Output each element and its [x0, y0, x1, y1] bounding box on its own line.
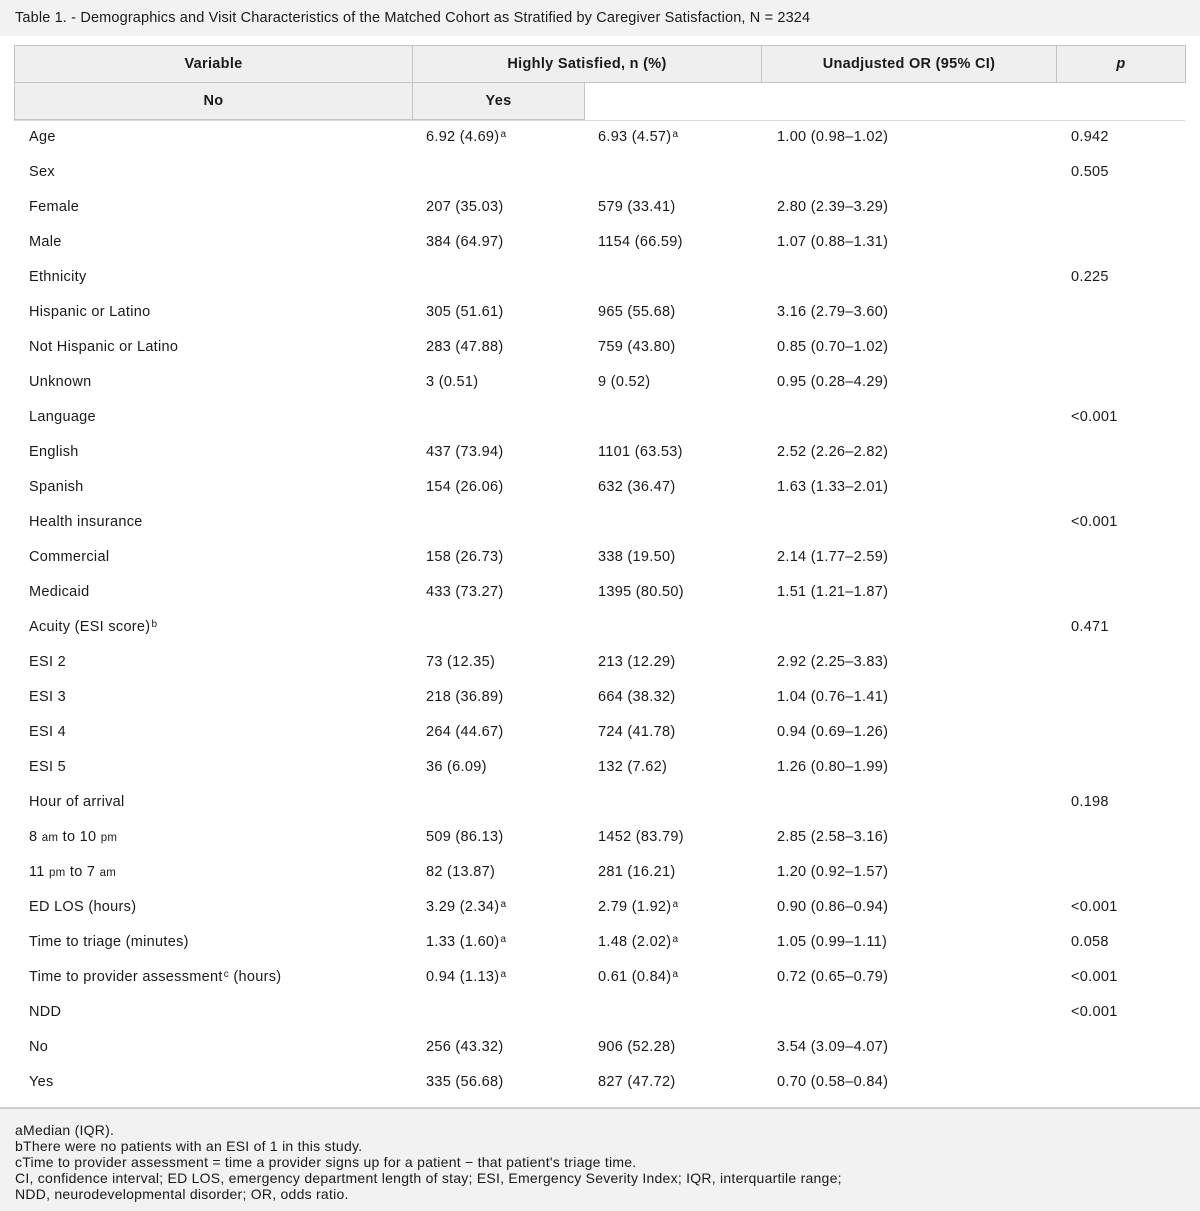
table-row — [0, 260, 1200, 295]
row-odds-ratio: 0.70 (0.58–0.84) — [777, 1074, 889, 1090]
table-body — [0, 120, 1200, 1100]
row-yes-value: 1395 (80.50) — [598, 584, 684, 600]
header-highly-satisfied: Highly Satisfied, n (%) — [412, 45, 762, 83]
row-variable: Male — [29, 234, 62, 250]
row-yes-value: 1452 (83.79) — [598, 829, 684, 845]
row-no-value: 384 (64.97) — [426, 234, 504, 250]
row-variable: Spanish — [29, 479, 84, 495]
table-row — [0, 225, 1200, 260]
row-no-value: 335 (56.68) — [426, 1074, 504, 1090]
row-yes-value: 1.48 $(2.02)^a$ — [598, 934, 679, 950]
row-variable: Female — [29, 199, 80, 215]
row-no-value: 82 (13.87) — [426, 864, 496, 880]
row-yes-value: 1101 (63.53) — [598, 444, 683, 460]
table-row — [0, 365, 1200, 400]
row-p-value: 0.198 — [1071, 794, 1109, 810]
row-variable: Time to triage (minutes) — [29, 934, 189, 950]
row-no-value: 3 (0.51) — [426, 374, 479, 390]
row-odds-ratio: 1.26 (0.80–1.99) — [777, 759, 889, 775]
row-odds-ratio: 0.85 (0.70–1.02) — [777, 339, 889, 355]
header-p-value — [1056, 45, 1186, 83]
row-no-value: 509 (86.13) — [426, 829, 504, 845]
row-p-value: 0.471 — [1071, 619, 1109, 635]
table-row — [0, 785, 1200, 820]
table-row — [0, 435, 1200, 470]
row-odds-ratio: 3.54 (3.09–4.07) — [777, 1039, 889, 1055]
row-odds-ratio: 1.07 (0.88–1.31) — [777, 234, 889, 250]
table-row — [0, 190, 1200, 225]
row-variable: Medicaid — [29, 584, 90, 600]
row-p-value: 0.225 — [1071, 269, 1109, 285]
row-variable: ESI 3 — [29, 689, 66, 705]
row-no-value: 1.33 $(1.60)^a$ — [426, 934, 507, 950]
row-variable: ED LOS (hours) — [29, 899, 137, 915]
row-odds-ratio: 0.94 (0.69–1.26) — [777, 724, 889, 740]
row-variable: Health insurance — [29, 514, 143, 530]
row-no-value: 437 (73.94) — [426, 444, 504, 460]
row-variable: Time to provider assessment$^c$ (hours) — [29, 969, 282, 985]
row-variable: ESI 2 — [29, 654, 66, 670]
row-yes-value: 1154 (66.59) — [598, 234, 683, 250]
table-row — [0, 680, 1200, 715]
row-no-value: 207 (35.03) — [426, 199, 504, 215]
header-variable: Variable — [14, 45, 413, 83]
row-variable: Commercial — [29, 549, 110, 565]
row-no-value: 256 (43.32) — [426, 1039, 504, 1055]
table-row — [0, 540, 1200, 575]
table-row — [0, 330, 1200, 365]
row-yes-value: 9 (0.52) — [598, 374, 651, 390]
row-odds-ratio: 0.90 (0.86–0.94) — [777, 899, 889, 915]
row-odds-ratio: 1.05 (0.99–1.11) — [777, 934, 888, 950]
table-row — [0, 120, 1200, 155]
row-yes-value: 965 (55.68) — [598, 304, 676, 320]
footnote-line: bThere were no patients with an ESI of 1 in this study. — [15, 1138, 363, 1154]
table-row — [0, 610, 1200, 645]
row-yes-value: 132 (7.62) — [598, 759, 668, 775]
row-yes-value: 579 (33.41) — [598, 199, 676, 215]
row-variable: Ethnicity — [29, 269, 87, 285]
row-variable: ESI 5 — [29, 759, 66, 775]
row-no-value: 283 (47.88) — [426, 339, 504, 355]
table-row — [0, 1065, 1200, 1100]
row-p-value: <0.001 — [1071, 1004, 1118, 1020]
table-row — [0, 750, 1200, 785]
row-odds-ratio: 1.00 (0.98–1.02) — [777, 129, 889, 145]
row-variable: Unknown — [29, 374, 92, 390]
row-odds-ratio: 2.52 (2.26–2.82) — [777, 444, 889, 460]
row-odds-ratio: 1.04 (0.76–1.41) — [777, 689, 889, 705]
row-variable: Hour of arrival — [29, 794, 125, 810]
row-no-value: 154 (26.06) — [426, 479, 504, 495]
row-p-value: <0.001 — [1071, 899, 1118, 915]
row-yes-value: 338 (19.50) — [598, 549, 676, 565]
row-yes-value: 827 (47.72) — [598, 1074, 676, 1090]
row-variable: Not Hispanic or Latino — [29, 339, 179, 355]
table-row — [0, 470, 1200, 505]
row-odds-ratio: 1.63 (1.33–2.01) — [777, 479, 889, 495]
row-odds-ratio: 1.20 (0.92–1.57) — [777, 864, 889, 880]
row-no-value: 264 (44.67) — [426, 724, 504, 740]
row-odds-ratio: 2.92 (2.25–3.83) — [777, 654, 889, 670]
row-variable: Sex — [29, 164, 55, 180]
table-row — [0, 715, 1200, 750]
row-odds-ratio: 3.16 (2.79–3.60) — [777, 304, 889, 320]
footnote-line: cTime to provider assessment = time a provider signs up for a patient − that patient's triage time. — [15, 1154, 637, 1170]
row-yes-value: 759 (43.80) — [598, 339, 676, 355]
row-variable: English — [29, 444, 79, 460]
row-odds-ratio: 2.85 (2.58–3.16) — [777, 829, 889, 845]
row-p-value: 0.505 — [1071, 164, 1109, 180]
row-variable: Acuity (ESI score)$^b$ — [29, 619, 158, 635]
table-row — [0, 155, 1200, 190]
table-row — [0, 295, 1200, 330]
row-no-value: 73 (12.35) — [426, 654, 496, 670]
row-variable: No — [29, 1039, 49, 1055]
row-no-value: 36 (6.09) — [426, 759, 487, 775]
row-odds-ratio: 2.14 (1.77–2.59) — [777, 549, 889, 565]
row-yes-value: 906 (52.28) — [598, 1039, 676, 1055]
footnote-line: NDD, neurodevelopmental disorder; OR, odds ratio. — [15, 1186, 349, 1202]
row-variable: Age — [29, 129, 56, 145]
table-caption: Table 1. - Demographics and Visit Characteristics of the Matched Cohort as Stratified by Caregiver Satisfaction, N = 2324 — [0, 0, 1200, 36]
footnote-line: aMedian (IQR). — [15, 1122, 115, 1138]
row-yes-value: 6.93 $(4.57)^a$ — [598, 129, 679, 145]
row-variable: Language — [29, 409, 96, 425]
row-p-value: 0.058 — [1071, 934, 1109, 950]
row-yes-value: 632 (36.47) — [598, 479, 676, 495]
row-yes-value: 281 (16.21) — [598, 864, 676, 880]
header-yes: Yes — [412, 82, 585, 120]
row-yes-value: 2.79 $(1.92)^a$ — [598, 899, 679, 915]
row-no-value: 6.92 $(4.69)^a$ — [426, 129, 507, 145]
header-no: No — [14, 82, 413, 120]
footnotes — [0, 1109, 1200, 1211]
row-variable: 8 am to 10 pm — [29, 829, 118, 845]
row-variable: Yes — [29, 1074, 54, 1090]
table-row — [0, 645, 1200, 680]
table-row — [0, 995, 1200, 1030]
table-row — [0, 1030, 1200, 1065]
table-row — [0, 960, 1200, 995]
row-odds-ratio: 1.51 (1.21–1.87) — [777, 584, 889, 600]
row-no-value: 218 (36.89) — [426, 689, 504, 705]
table-row — [0, 505, 1200, 540]
row-yes-value: 213 (12.29) — [598, 654, 676, 670]
footnote-line: CI, confidence interval; ED LOS, emergency department length of stay; ESI, Emergency Severity Index; IQR, interquartile range; — [15, 1170, 842, 1186]
table-row — [0, 820, 1200, 855]
row-no-value: 433 (73.27) — [426, 584, 504, 600]
row-odds-ratio: 0.95 (0.28–4.29) — [777, 374, 889, 390]
row-yes-value: 664 (38.32) — [598, 689, 676, 705]
row-p-value: <0.001 — [1071, 969, 1118, 985]
row-yes-value: 0.61 $(0.84)^a$ — [598, 969, 679, 985]
table-row — [0, 575, 1200, 610]
row-p-value: <0.001 — [1071, 409, 1118, 425]
row-p-value: <0.001 — [1071, 514, 1118, 530]
header-p-label: p — [1116, 56, 1126, 72]
row-no-value: 305 (51.61) — [426, 304, 504, 320]
row-no-value: 158 (26.73) — [426, 549, 504, 565]
table-row — [0, 855, 1200, 890]
table-row — [0, 400, 1200, 435]
row-variable: ESI 4 — [29, 724, 66, 740]
row-yes-value: 724 (41.78) — [598, 724, 676, 740]
row-odds-ratio: 0.72 (0.65–0.79) — [777, 969, 889, 985]
row-variable: 11 pm to 7 am — [29, 864, 117, 880]
row-variable: Hispanic or Latino — [29, 304, 151, 320]
row-no-value: 3.29 $(2.34)^a$ — [426, 899, 507, 915]
row-no-value: 0.94 $(1.13)^a$ — [426, 969, 507, 985]
table-row — [0, 925, 1200, 960]
table-row — [0, 890, 1200, 925]
header-odds-ratio: Unadjusted OR (95% CI) — [761, 45, 1057, 83]
row-p-value: 0.942 — [1071, 129, 1109, 145]
row-odds-ratio: 2.80 (2.39–3.29) — [777, 199, 889, 215]
row-variable: NDD — [29, 1004, 62, 1020]
